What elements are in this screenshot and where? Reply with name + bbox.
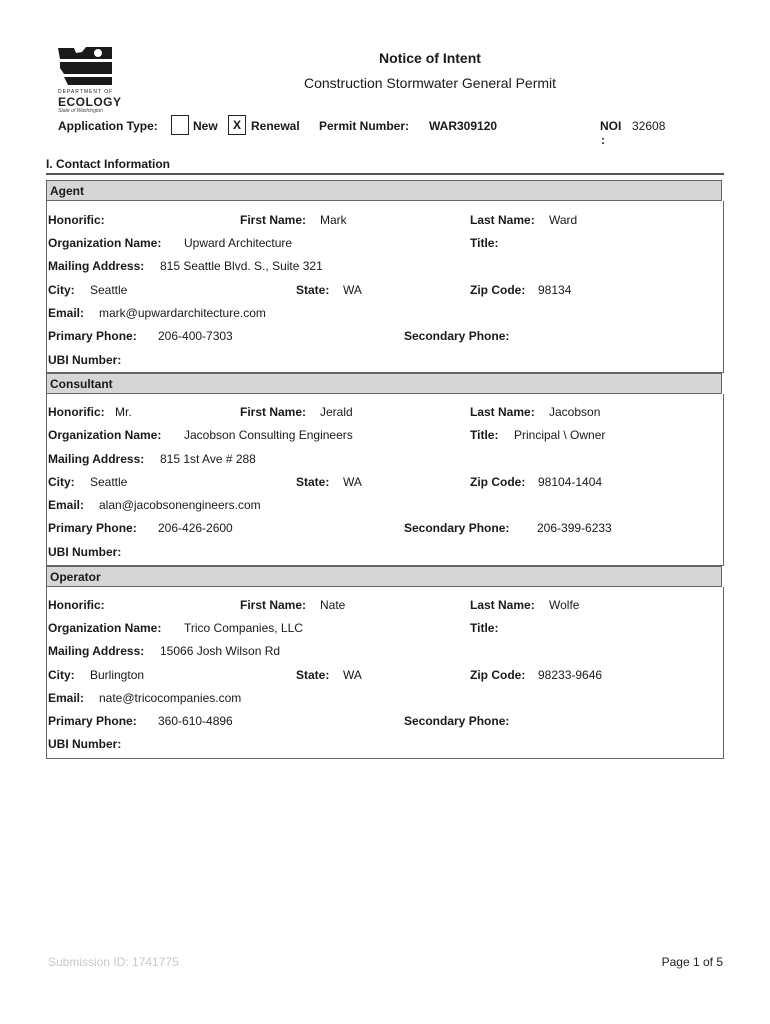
honorific-label: Honorific: <box>48 598 105 612</box>
renewal-label: Renewal <box>251 119 300 133</box>
permit-number-value: WAR309120 <box>429 119 498 133</box>
noi-colon: : <box>601 133 605 147</box>
first-name-label: First Name: <box>240 213 307 227</box>
honorific-label: Honorific: <box>48 213 105 227</box>
organization-label: Organization Name: <box>48 236 162 250</box>
zip-label: Zip Code: <box>470 668 526 682</box>
organization-value: Trico Companies, LLC <box>184 621 303 635</box>
email-value: alan@jacobsonengineers.com <box>99 498 261 512</box>
title-label: Title: <box>470 428 499 442</box>
zip-value: 98134 <box>538 283 572 297</box>
primary-phone-value: 206-400-7303 <box>158 329 233 343</box>
last-name-value: Ward <box>549 213 578 227</box>
first-name-value: Jerald <box>320 405 353 419</box>
logo-ecology-text: ECOLOGY <box>58 95 122 109</box>
section-box-agent <box>46 201 724 373</box>
organization-value: Upward Architecture <box>184 236 293 250</box>
mailing-label: Mailing Address: <box>48 644 145 658</box>
document-subtitle: Construction Stormwater General Permit <box>303 75 557 91</box>
city-value: Seattle <box>90 283 128 297</box>
section-box-operator <box>46 587 724 759</box>
last-name-label: Last Name: <box>470 598 535 612</box>
document-title: Notice of Intent <box>379 50 481 66</box>
title-label: Title: <box>470 236 499 250</box>
last-name-value: Wolfe <box>549 598 580 612</box>
ubi-label: UBI Number: <box>48 353 122 367</box>
secondary-phone-label: Secondary Phone: <box>404 329 510 343</box>
email-label: Email: <box>48 691 85 705</box>
application-type-label: Application Type: <box>58 119 158 133</box>
mailing-value: 815 1st Ave # 288 <box>160 452 256 466</box>
page-number: Page 1 of 5 <box>661 955 723 969</box>
section-divider <box>46 173 724 175</box>
section-header-consultant: Consultant <box>46 373 722 394</box>
primary-phone-label: Primary Phone: <box>48 714 137 728</box>
submission-id: Submission ID: 1741775 <box>48 955 179 969</box>
email-label: Email: <box>48 498 85 512</box>
zip-label: Zip Code: <box>470 475 526 489</box>
mailing-value: 815 Seattle Blvd. S., Suite 321 <box>160 259 323 273</box>
zip-value: 98104-1404 <box>538 475 603 489</box>
city-value: Seattle <box>90 475 128 489</box>
city-value: Burlington <box>90 668 145 682</box>
section-header-operator: Operator <box>46 566 722 587</box>
state-label: State: <box>296 475 330 489</box>
renewal-checkbox[interactable]: X <box>228 115 246 135</box>
ubi-label: UBI Number: <box>48 545 122 559</box>
secondary-phone-label: Secondary Phone: <box>404 521 510 535</box>
section-header-agent: Agent <box>46 180 722 201</box>
secondary-phone-value: 206-399-6233 <box>537 521 612 535</box>
permit-number-label: Permit Number: <box>319 119 410 133</box>
organization-value: Jacobson Consulting Engineers <box>184 428 353 442</box>
zip-label: Zip Code: <box>470 283 526 297</box>
primary-phone-value: 360-610-4896 <box>158 714 233 728</box>
new-checkbox[interactable] <box>171 115 189 135</box>
title-label: Title: <box>470 621 499 635</box>
mailing-value: 15066 Josh Wilson Rd <box>160 644 281 658</box>
honorific-value: Mr. <box>115 405 132 419</box>
honorific-label: Honorific: <box>48 405 105 419</box>
last-name-label: Last Name: <box>470 213 535 227</box>
first-name-value: Mark <box>320 213 347 227</box>
logo-department-text: DEPARTMENT OF <box>58 89 114 95</box>
city-label: City: <box>48 475 75 489</box>
title-value: Principal \ Owner <box>514 428 606 442</box>
section-title: I. Contact Information <box>46 157 170 171</box>
state-value: WA <box>343 283 362 297</box>
section-box-consultant <box>46 394 724 566</box>
new-label: New <box>193 119 218 133</box>
last-name-value: Jacobson <box>549 405 601 419</box>
state-label: State: <box>296 668 330 682</box>
state-label: State: <box>296 283 330 297</box>
logo-state-text: State of Washington <box>58 108 103 114</box>
mailing-label: Mailing Address: <box>48 452 145 466</box>
first-name-label: First Name: <box>240 405 307 419</box>
primary-phone-label: Primary Phone: <box>48 521 137 535</box>
secondary-phone-label: Secondary Phone: <box>404 714 510 728</box>
primary-phone-label: Primary Phone: <box>48 329 137 343</box>
noi-label: NOI <box>600 119 622 133</box>
zip-value: 98233-9646 <box>538 668 603 682</box>
email-value: mark@upwardarchitecture.com <box>99 306 266 320</box>
mailing-label: Mailing Address: <box>48 259 145 273</box>
first-name-value: Nate <box>320 598 346 612</box>
organization-label: Organization Name: <box>48 621 162 635</box>
state-value: WA <box>343 668 362 682</box>
primary-phone-value: 206-426-2600 <box>158 521 233 535</box>
organization-label: Organization Name: <box>48 428 162 442</box>
noi-value: 32608 <box>632 119 666 133</box>
first-name-label: First Name: <box>240 598 307 612</box>
email-value: nate@tricocompanies.com <box>99 691 242 705</box>
city-label: City: <box>48 283 75 297</box>
last-name-label: Last Name: <box>470 405 535 419</box>
city-label: City: <box>48 668 75 682</box>
email-label: Email: <box>48 306 85 320</box>
state-value: WA <box>343 475 362 489</box>
ubi-label: UBI Number: <box>48 737 122 751</box>
